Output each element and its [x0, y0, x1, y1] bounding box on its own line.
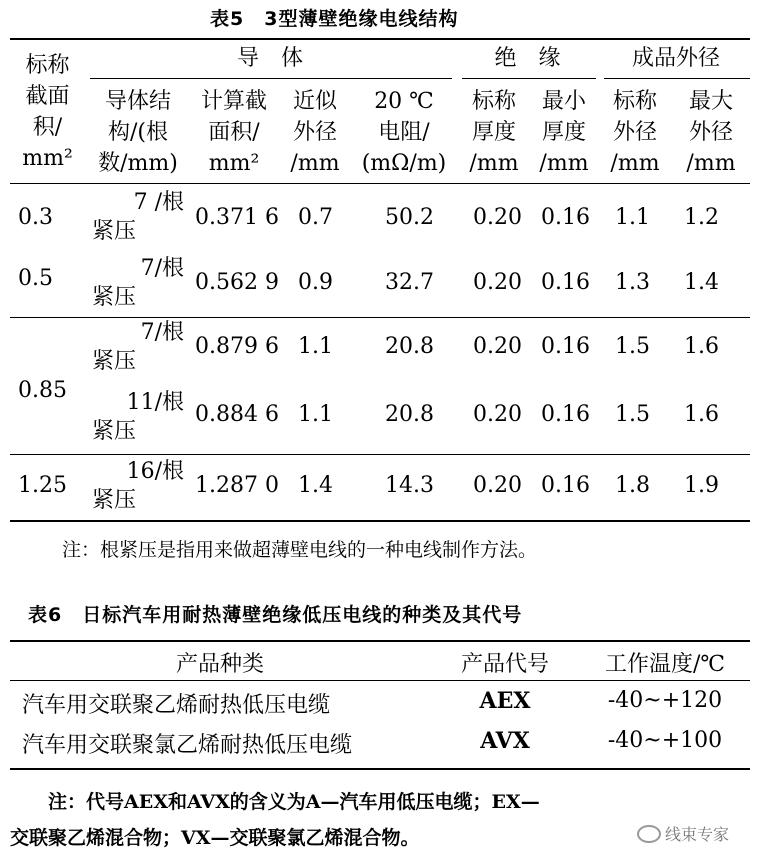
approx-od-value: 1.4 — [298, 473, 333, 498]
structure-count: 7 /根 — [133, 190, 184, 215]
header-structure — [88, 86, 188, 179]
resistance-value: 20.8 — [385, 402, 434, 427]
nominal-section-value: 0.5 — [18, 266, 53, 291]
structure-count: 7/根 — [140, 256, 184, 281]
header-structure-l1: 导体结 — [104, 89, 171, 114]
nom-od-value: 1.1 — [615, 205, 650, 230]
approx-od-value: 0.7 — [298, 205, 333, 230]
nom-thick-value: 0.20 — [473, 270, 522, 295]
min-thick-value: 0.16 — [541, 270, 590, 295]
header-resistance-l1: 20 ℃ — [374, 89, 434, 114]
header-resistance — [352, 86, 456, 179]
structure-count: 7/根 — [140, 320, 184, 345]
structure-cell — [92, 457, 184, 515]
header-max-od-l2: 外径 — [688, 120, 733, 145]
header-nom-thick — [460, 86, 528, 179]
table6-row-temp: -40~+100 — [607, 728, 723, 753]
table5-group-rule — [10, 454, 750, 455]
header-max-od — [672, 86, 750, 179]
nom-thick-value: 0.20 — [473, 205, 522, 230]
table6-row-code: AVX — [480, 728, 530, 754]
header-nom-thick-l2: 厚度 — [471, 120, 516, 145]
approx-od-value: 1.1 — [298, 402, 333, 427]
structure-method: 紧压 — [92, 219, 137, 244]
header-nominal-l1: 标称 — [25, 53, 70, 78]
nominal-section-value: 0.3 — [18, 205, 53, 230]
min-thick-value: 0.16 — [541, 334, 590, 359]
header-nom-thick-l3: /mm — [469, 151, 519, 176]
header-nominal-l4: mm² — [22, 146, 73, 171]
max-od-value: 1.9 — [684, 473, 719, 498]
min-thick-value: 0.16 — [541, 473, 590, 498]
header-structure-l2: 构/(根 — [108, 120, 168, 145]
structure-method: 紧压 — [92, 419, 137, 444]
header-nom-od-l3: /mm — [610, 151, 660, 176]
max-od-value: 1.4 — [684, 270, 719, 295]
rule-under-finished — [604, 78, 750, 79]
header-approx-od — [282, 86, 348, 179]
calc-area-value: 0.371 6 — [195, 205, 279, 230]
approx-od-value: 0.9 — [298, 270, 333, 295]
header-min-thick — [530, 86, 598, 179]
header-approx-od-l1: 近似 — [292, 89, 337, 114]
header-calc-area-l2: 面积/ — [208, 120, 260, 145]
header-calc-area-l3: mm² — [208, 151, 260, 176]
calc-area-value: 0.562 9 — [195, 270, 279, 295]
header-structure-l3: 数/mm) — [98, 151, 178, 176]
table6-header-product: 产品种类 — [175, 652, 264, 677]
table6-row-code: AEX — [479, 688, 531, 714]
rule-under-conductor — [90, 78, 452, 79]
header-min-thick-l1: 最小 — [541, 89, 586, 114]
nom-thick-value: 0.20 — [473, 334, 522, 359]
table5-note: 注：根紧压是指用来做超薄壁电线的一种电线制作方法。 — [62, 539, 538, 561]
rule-under-insulation — [462, 78, 596, 79]
max-od-value: 1.2 — [684, 205, 719, 230]
structure-count: 11/根 — [126, 390, 184, 415]
header-group-insulation: 绝 缘 — [494, 46, 561, 71]
table6-row-product: 汽车用交联聚乙烯耐热低压电缆 — [22, 693, 331, 718]
header-min-thick-l3: /mm — [539, 151, 589, 176]
table6-note-line1: 注：代号AEX和AVX的含义为A—汽车用低压电缆；EX— — [48, 791, 540, 813]
nom-thick-value: 0.20 — [473, 473, 522, 498]
header-nom-od-l2: 外径 — [612, 120, 657, 145]
table5-title: 表5 3型薄壁绝缘电线结构 — [210, 8, 459, 30]
table6-row-temp: -40~+120 — [607, 688, 723, 713]
table5-top-rule — [10, 38, 750, 40]
structure-method: 紧压 — [92, 349, 137, 374]
header-approx-od-l3: /mm — [290, 151, 340, 176]
resistance-value: 32.7 — [385, 270, 434, 295]
header-approx-od-l2: 外径 — [292, 120, 337, 145]
header-max-od-l1: 最大 — [688, 89, 733, 114]
max-od-value: 1.6 — [684, 402, 719, 427]
structure-cell — [92, 188, 184, 246]
structure-cell — [92, 254, 184, 312]
header-nominal-l3: 积/ — [32, 115, 63, 140]
header-group-finished: 成品外径 — [631, 46, 720, 71]
header-nominal-l2: 截面 — [25, 84, 70, 109]
header-max-od-l3: /mm — [686, 151, 736, 176]
header-min-thick-l2: 厚度 — [541, 120, 586, 145]
header-resistance-l3: (mΩ/m) — [361, 151, 447, 176]
resistance-value: 14.3 — [385, 473, 434, 498]
header-nom-od — [600, 86, 670, 179]
table6-note-line2: 交联聚乙烯混合物；VX—交联聚氯乙烯混合物。 — [10, 827, 420, 849]
header-group-conductor: 导 体 — [236, 46, 303, 71]
structure-count: 16/根 — [126, 459, 184, 484]
table6-header-rule — [10, 680, 750, 681]
max-od-value: 1.6 — [684, 334, 719, 359]
header-nom-od-l1: 标称 — [612, 89, 657, 114]
header-calc-area — [190, 86, 278, 179]
watermark-text: 线束专家 — [665, 825, 730, 844]
min-thick-value: 0.16 — [541, 205, 590, 230]
table6-header-code: 产品代号 — [460, 652, 549, 677]
table6-bottom-rule — [10, 768, 750, 770]
approx-od-value: 1.1 — [298, 334, 333, 359]
min-thick-value: 0.16 — [541, 402, 590, 427]
resistance-value: 20.8 — [385, 334, 434, 359]
structure-cell — [92, 388, 184, 446]
header-resistance-l2: 电阻/ — [378, 120, 430, 145]
table5-bottom-rule — [10, 520, 750, 522]
nom-od-value: 1.5 — [615, 402, 650, 427]
nom-od-value: 1.3 — [615, 270, 650, 295]
table6-row-product: 汽车用交联聚氯乙烯耐热低压电缆 — [22, 733, 353, 758]
wechat-icon — [637, 825, 661, 843]
calc-area-value: 0.879 6 — [195, 334, 279, 359]
header-nominal-section — [10, 50, 85, 174]
calc-area-value: 1.287 0 — [195, 473, 279, 498]
nom-thick-value: 0.20 — [473, 402, 522, 427]
structure-method: 紧压 — [92, 488, 137, 513]
table6-top-rule — [10, 640, 750, 642]
structure-method: 紧压 — [92, 285, 137, 310]
table5-header-rule — [10, 183, 750, 184]
calc-area-value: 0.884 6 — [195, 402, 279, 427]
nom-od-value: 1.5 — [615, 334, 650, 359]
table6-title: 表6 日标汽车用耐热薄壁绝缘低压电线的种类及其代号 — [28, 604, 523, 626]
nominal-section-value: 0.85 — [18, 378, 67, 403]
table6-header-temp: 工作温度/℃ — [604, 652, 726, 677]
header-calc-area-l1: 计算截 — [200, 89, 267, 114]
nom-od-value: 1.8 — [615, 473, 650, 498]
header-nom-thick-l1: 标称 — [471, 89, 516, 114]
resistance-value: 50.2 — [385, 205, 434, 230]
nominal-section-value: 1.25 — [18, 473, 67, 498]
structure-cell — [92, 318, 184, 376]
